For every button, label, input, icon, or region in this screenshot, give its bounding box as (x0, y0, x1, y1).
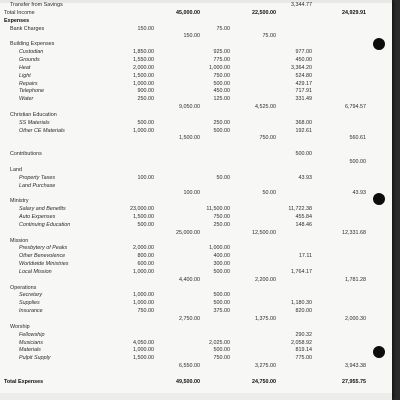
row-value: 2,025.00 (209, 339, 230, 346)
row-value: 524.80 (295, 72, 312, 79)
row-value: 6,550.00 (179, 363, 200, 370)
row-value: 43.93 (298, 174, 312, 181)
row-value: 4,525.00 (255, 104, 276, 111)
row-value: 24,750.00 (252, 378, 276, 385)
row-label: Grounds (19, 56, 40, 63)
row-value: 1,764.17 (291, 268, 312, 275)
row-value: 1,000.00 (133, 347, 154, 354)
row-label: Salary and Benefits (19, 206, 66, 213)
row-value: 819.14 (295, 347, 312, 354)
row-value: 1,375.00 (255, 316, 276, 322)
row-label: Materials (19, 347, 41, 354)
row-value: 75.00 (262, 33, 276, 40)
row-value: 1,550.00 (133, 56, 154, 63)
row-value: 1,000.00 (209, 64, 230, 71)
row-value: 1,500.00 (133, 213, 154, 220)
row-value: 50.00 (262, 190, 276, 197)
row-value: 192.61 (295, 127, 312, 134)
row-value: 977.00 (295, 49, 312, 56)
row-label: Supplies (19, 300, 40, 307)
row-label: Ministry (10, 198, 29, 205)
row-value: 25,000.00 (176, 229, 200, 236)
row-value: 500.00 (137, 221, 154, 228)
row-label: Pulpit Supply (19, 355, 51, 362)
row-value: 45,000.00 (176, 9, 200, 16)
row-value: 23,000.00 (130, 206, 154, 213)
row-label: Custodian (19, 49, 44, 56)
row-value: 450.00 (213, 88, 230, 95)
row-value: 775.00 (213, 56, 230, 63)
row-value: 2,000.00 (133, 245, 154, 252)
row-value: 100.00 (183, 190, 200, 197)
row-value: 75.00 (216, 25, 230, 32)
row-value: 750.00 (213, 72, 230, 79)
row-label: Musicians (19, 339, 43, 346)
row-label: Secretary (19, 292, 43, 299)
row-label: Fellowship (19, 331, 45, 338)
row-value: 775.00 (295, 355, 312, 362)
row-value: 400.00 (213, 253, 230, 260)
row-value: 600.00 (137, 261, 154, 268)
row-label: Worldwide Ministries (19, 261, 69, 268)
row-value: 1,000.00 (133, 268, 154, 275)
row-value: 250.00 (213, 221, 230, 228)
row-value: 900.00 (137, 88, 154, 95)
row-value: 750.00 (259, 135, 276, 142)
row-value: 3,275.00 (255, 363, 276, 370)
row-label: Transfer from Savings (10, 2, 63, 8)
row-value: 560.61 (349, 135, 366, 142)
row-label: Heat (19, 64, 31, 71)
row-value: 368.00 (295, 119, 312, 126)
row-value: 1,000.00 (133, 292, 154, 299)
row-label: Continuing Education (19, 221, 71, 228)
row-value: 290.32 (295, 331, 312, 338)
row-label: Expenses (4, 17, 30, 24)
row-value: 4,050.00 (133, 339, 154, 346)
row-value: 500.00 (213, 347, 230, 354)
row-value: 2,000.30 (345, 316, 366, 322)
row-label: Mission (10, 237, 29, 244)
row-label: Other CE Materials (19, 127, 65, 134)
row-value: 1,500.00 (133, 72, 154, 79)
row-value: 1,000.00 (209, 245, 230, 252)
row-label: Other Benevolence (19, 253, 66, 260)
row-value: 1,000.00 (133, 127, 154, 134)
row-label: Auto Expenses (19, 213, 56, 220)
row-value: 150.00 (137, 25, 154, 32)
row-value: 500.00 (349, 159, 366, 165)
row-value: 100.00 (137, 174, 154, 181)
row-value: 2,750.00 (179, 316, 200, 322)
row-value: 500.00 (213, 127, 230, 134)
row-value: 2,000.00 (133, 64, 154, 71)
row-value: 11,722.38 (288, 206, 312, 213)
row-label: Total Expenses (4, 378, 44, 385)
row-value: 12,500.00 (252, 229, 276, 236)
row-value: 1,180.30 (291, 300, 312, 307)
row-label: Christian Education (10, 111, 57, 118)
row-label: Repairs (19, 80, 38, 87)
row-value: 11,500.00 (206, 206, 230, 213)
row-label: Water (19, 96, 34, 103)
row-value: 750.00 (213, 213, 230, 220)
row-value: 750.00 (137, 308, 154, 315)
row-value: 3,344.77 (291, 2, 312, 8)
row-value: 500.00 (137, 119, 154, 126)
row-value: 450.00 (295, 56, 312, 63)
row-value: 250.00 (137, 96, 154, 103)
row-label: Building Expenses (10, 41, 55, 48)
row-label: Telephone (19, 88, 44, 95)
row-value: 750.00 (213, 355, 230, 362)
row-value: 1,850.00 (133, 49, 154, 56)
row-value: 800.00 (137, 253, 154, 260)
row-value: 1,781.28 (345, 276, 366, 283)
row-value: 925.00 (213, 49, 230, 56)
binder-hole-icon (373, 38, 385, 50)
row-value: 1,500.00 (179, 135, 200, 142)
row-value: 300.00 (213, 261, 230, 268)
row-value: 500.00 (213, 300, 230, 307)
row-value: 331.49 (295, 96, 312, 103)
row-value: 50.00 (216, 174, 230, 181)
row-label: Insurance (19, 308, 43, 315)
row-label: Land (10, 166, 22, 173)
row-value: 22,500.00 (252, 9, 276, 16)
row-label: Local Mission (19, 268, 52, 275)
row-label: Property Taxes (19, 174, 56, 181)
row-value: 1,000.00 (133, 300, 154, 307)
binder-hole-icon (373, 193, 385, 205)
row-label: Worship (10, 323, 30, 330)
row-label: Operations (10, 284, 37, 291)
row-value: 500.00 (295, 151, 312, 158)
row-value: 2,058.92 (291, 339, 312, 346)
row-value: 2,200.00 (255, 276, 276, 283)
page-bottom-edge (0, 393, 392, 400)
row-value: 500.00 (213, 292, 230, 299)
row-label: SS Materials (19, 119, 50, 126)
row-label: Bank Charges (10, 25, 45, 32)
table-row (0, 378, 392, 387)
row-value: 6,794.57 (345, 104, 366, 111)
row-label: Land Purchase (19, 182, 56, 189)
row-label: Total Income (4, 9, 35, 16)
row-value: 717.91 (295, 88, 312, 95)
binder-hole-icon (373, 346, 385, 358)
row-value: 3,943.38 (345, 363, 366, 370)
row-value: 429.17 (295, 80, 312, 87)
row-value: 4,400.00 (179, 276, 200, 283)
row-label: Light (19, 72, 31, 79)
row-value: 9,050.00 (179, 104, 200, 111)
row-value: 820.00 (295, 308, 312, 315)
row-value: 3,364.20 (291, 64, 312, 71)
row-value: 12,331.68 (342, 229, 366, 236)
row-value: 148.46 (295, 221, 312, 228)
row-label: Contributions (10, 151, 42, 158)
row-value: 250.00 (213, 119, 230, 126)
row-value: 500.00 (213, 80, 230, 87)
row-value: 43.93 (352, 190, 366, 197)
row-value: 1,500.00 (133, 355, 154, 362)
row-value: 375.00 (213, 308, 230, 315)
row-value: 150.00 (183, 33, 200, 40)
row-value: 24,929.91 (342, 9, 366, 16)
row-value: 1,000.00 (133, 80, 154, 87)
row-value: 125.00 (213, 96, 230, 103)
row-value: 455.84 (295, 213, 312, 220)
row-value: 500.00 (213, 268, 230, 275)
row-value: 49,500.00 (176, 378, 200, 385)
row-label: Presbytery of Peaks (19, 245, 68, 252)
row-value: 17.11 (298, 253, 312, 260)
row-value: 27,955.75 (342, 378, 366, 385)
